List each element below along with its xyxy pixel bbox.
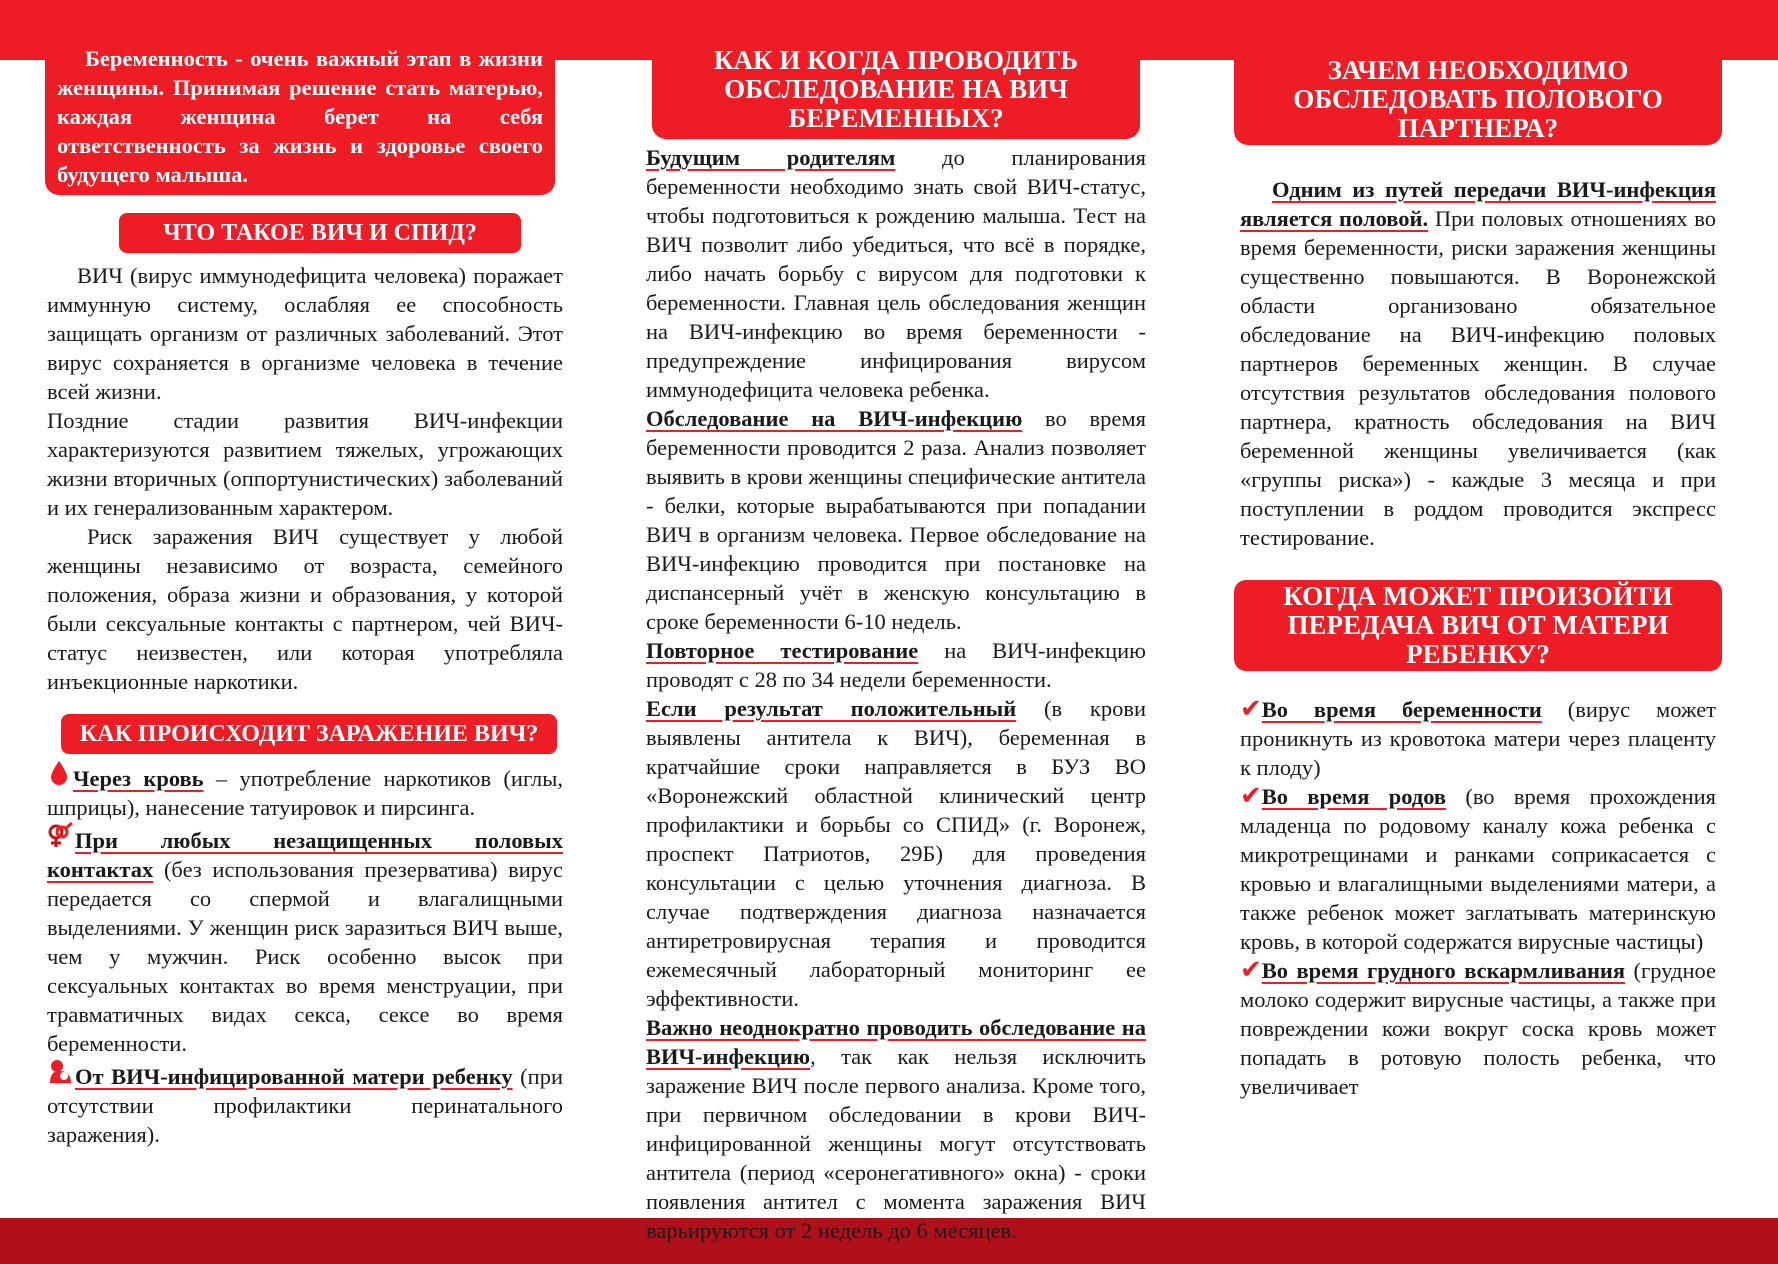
- right-header-transmission: [1234, 580, 1722, 671]
- checkmark-icon: ✔: [1240, 955, 1262, 985]
- c1-title: Во время беременности: [1261, 697, 1542, 722]
- item-during-pregnancy: [1240, 695, 1716, 782]
- b2-text: во время беременности проводится 2 раза. Анализ позволяет выявить в крови женщины специфические антитела - белки, которые вырабатываются при попадании ВИЧ в организм человека. Первое обследование на ВИЧ-инфекцию проводится при постановке на диспансерный учёт в женскую консультацию в сроке беременности 6-10 недель.: [646, 406, 1146, 634]
- paragraph-retest: [646, 636, 1146, 694]
- middle-header-text: КАК И КОГДА ПРОВОДИТЬ ОБСЛЕДОВАНИЕ НА ВИЧ БЕРЕМЕННЫХ?: [713, 45, 1079, 133]
- heading-how-infection: [61, 714, 557, 754]
- paragraph-positive-result: [646, 694, 1146, 1013]
- item-during-breastfeeding: [1240, 956, 1716, 1101]
- c2-title: Во время родов: [1261, 784, 1447, 809]
- left-column: [47, 0, 563, 1149]
- mother-child-icon: [47, 1058, 75, 1091]
- partner-title: Одним из путей передачи ВИЧ-инфекция является половой.: [1240, 177, 1716, 231]
- b1-title: Будущим родителям: [646, 145, 896, 170]
- b3-title: Повторное тестирование: [646, 638, 919, 663]
- blood-text: – употребление наркотиков (иглы, шприцы), нанесение татуировок и пирсинга.: [47, 766, 563, 820]
- heading-what-is-hiv-text: ЧТО ТАКОЕ ВИЧ И СПИД?: [163, 220, 477, 246]
- paragraph-future-parents: [646, 143, 1146, 404]
- paragraph-late-stages: Поздние стадии развития ВИЧ-инфекции характеризуются развитием тяжелых, угрожающих жизни вторичных (оппортунистических) заболеваний и их генерализованным характером.: [47, 408, 563, 520]
- b2-title: Обследование на ВИЧ-инфекцию: [646, 406, 1023, 431]
- checkmark-icon: ✔: [1240, 781, 1262, 811]
- paragraph-partner: [1240, 175, 1716, 552]
- blood-drop-icon: [49, 760, 73, 793]
- b4-title: Если результат положительный: [646, 696, 1017, 721]
- middle-column: [646, 0, 1146, 1245]
- right-header-partner: [1234, 0, 1722, 145]
- heading-how-infection-text: КАК ПРОИСХОДИТ ЗАРАЖЕНИЕ ВИЧ?: [79, 721, 539, 747]
- right-column: [1240, 0, 1716, 1101]
- sex-title: При любых незащищенных половых контактах: [47, 828, 563, 882]
- checkmark-icon: ✔: [1240, 694, 1262, 724]
- c3-text: (грудное молоко содержит вирусные частицы, а также при повреждении кожи вокруг соска кровь может попадать в ротовую полость ребенка, что увеличивает: [1240, 958, 1716, 1099]
- c3-title: Во время грудного вскармливания: [1261, 958, 1626, 983]
- c2-text: (во время прохождения младенца по родовому каналу кожа ребенка с микротрещинами и ранками соприкасается с кровью и влагалищными выделениями матери, а также ребенок может заглатывать материнскую кровь, в которой содержатся вирусные частицы): [1240, 784, 1717, 954]
- heading-what-is-hiv: [119, 213, 521, 253]
- paragraph-examination: [646, 404, 1146, 636]
- paragraph-repeat-important: [646, 1013, 1146, 1245]
- item-mother-to-child: [47, 1058, 563, 1149]
- b1-text: до планирования беременности необходимо знать свой ВИЧ-статус, чтобы подготовиться к рождению малыша. Тест на ВИЧ позволит либо убедиться, что всё в порядке, либо начать борьбу с вирусом для подготовки к беременности. Главная цель обследования женщин на ВИЧ-инфекцию во время беременности - предупреждение инфицирования вирусом иммунодефицита человека ребенка.: [646, 145, 1147, 402]
- partner-text: При половых отношениях во время беременности, риски заражения женщины существенно повышаются. В Воронежской области организовано обязательное обследование на ВИЧ-инфекцию половых партнеров беременных женщин. В случае отсутствия результатов обследования полового партнера, кратность обследования на ВИЧ беременной женщины увеличивается (как «группы риска») - каждые 3 месяца и при поступлении в роддом проводится экспресс тестирование.: [1240, 206, 1716, 550]
- right-header-transmission-text: КОГДА МОЖЕТ ПРОИЗОЙТИ ПЕРЕДАЧА ВИЧ ОТ МАТЕРИ РЕБЕНКУ?: [1283, 581, 1673, 669]
- item-during-birth: [1240, 782, 1716, 956]
- mother-text: (при отсутствии профилактики перинатального заражения).: [47, 1064, 563, 1147]
- gender-symbol-icon: [47, 822, 75, 855]
- mother-title: От ВИЧ-инфицированной матери ребенку: [75, 1064, 513, 1089]
- intro-box: [45, 0, 555, 195]
- b4-text: (в крови выявлены антитела к ВИЧ), беременная в кратчайшие сроки направляется в БУЗ ВО «Воронежский областной клинический центр профилактики и борьбы со СПИД» (г. Воронеж, проспект Патриотов, 29Б) для проведения консультации с целью уточнения диагноза. В случае подтверждения диагноза назначается антиретровирусная терапия и проводится ежемесячный лабораторный мониторинг ее эффективности.: [646, 696, 1146, 1011]
- right-header-partner-text: ЗАЧЕМ НЕОБХОДИМО ОБСЛЕДОВАТЬ ПОЛОВОГО ПАРТНЕРА?: [1293, 55, 1663, 143]
- paragraph-risk: Риск заражения ВИЧ существует у любой женщины независимо от возраста, семейного положения, образа жизни и образования, у которой были сексуальные контакты с партнером, чей ВИЧ-статус неизвестен, или которая употребляла инъекционные наркотики.: [47, 524, 563, 694]
- item-sexual-contact: [47, 822, 563, 1058]
- intro-text: Беременность - очень важный этап в жизни женщины. Принимая решение стать матерью, каждая женщина берет на себя ответственность за жизнь и здоровье своего будущего малыша.: [57, 46, 543, 187]
- b3-text: на ВИЧ-инфекцию проводят с 28 по 34 недели беременности.: [646, 638, 1146, 692]
- paragraph-hiv-definition: ВИЧ (вирус иммунодефицита человека) поражает иммунную систему, ослабляя ее способность защищать организм от различных заболеваний. Этот вирус сохраняется в организме человека в течение всей жизни.: [47, 263, 563, 404]
- item-through-blood: [47, 760, 563, 822]
- b5-title: Важно неоднократно проводить обследование на ВИЧ-инфекцию: [646, 1015, 1146, 1069]
- middle-header-box: [652, 0, 1140, 139]
- sex-text: (без использования презерватива) вирус передается со спермой и влагалищными выделениями. У женщин риск заразиться ВИЧ выше, чем у мужчин. Риск особенно высок при сексуальных контактах во время менструации, при травматичных видах секса, сексе во время беременности.: [47, 857, 563, 1056]
- c1-text: (вирус может проникнуть из кровотока матери через плаценту к плоду): [1240, 697, 1717, 780]
- b5-text: , так как нельзя исключить заражение ВИЧ после первого анализа. Кроме того, при первичном обследовании в крови ВИЧ-инфицированной женщины могут отсутствовать антитела (период «серонегативного» окна) - сроки появления антител с момента заражения ВИЧ варьируются от 2 недель до 6 месяцев.: [646, 1044, 1146, 1243]
- blood-title: Через кровь: [73, 766, 204, 791]
